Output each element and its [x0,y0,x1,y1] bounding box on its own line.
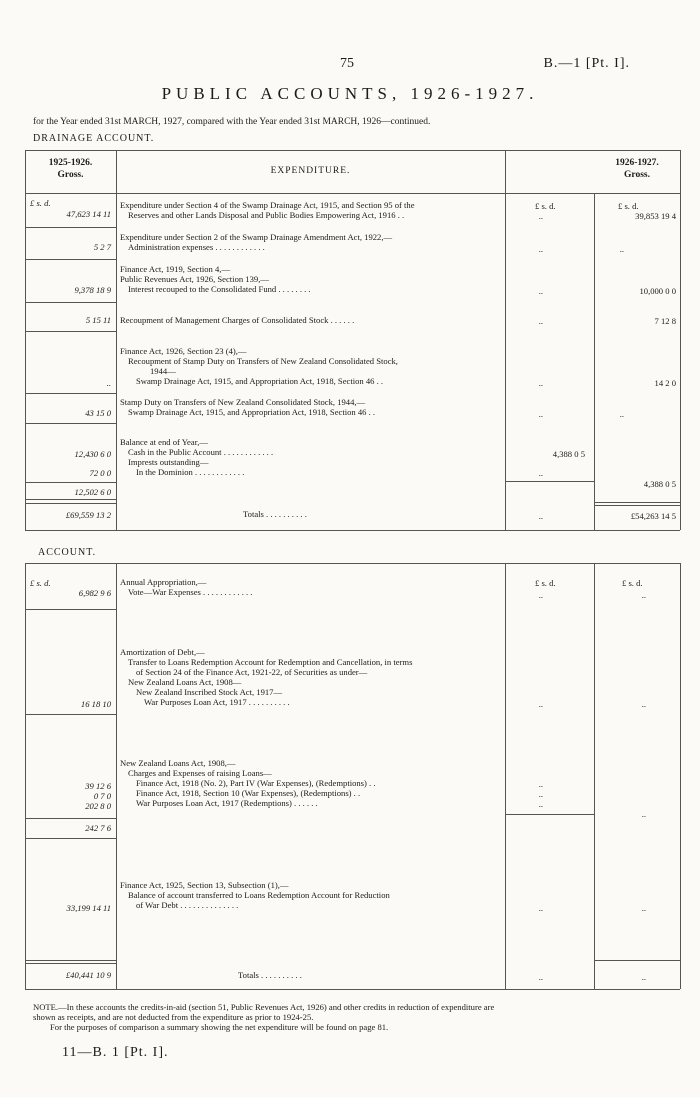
page-subtitle: for the Year ended 31st MARCH, 1927, compared with the Year ended 31st MARCH, 1926—continued. [33,117,431,127]
row-description: Interest recouped to the Consolidated Fund . . . . . . . . [128,284,311,294]
prev-amount: 72 0 0 [89,468,111,478]
row-description: Balance at end of Year,— [120,437,208,447]
row-description: Charges and Expenses of raising Loans— [128,768,272,778]
row-description: Transfer to Loans Redemption Account for Redemption and Cancellation, in terms [128,657,413,667]
row-description: New Zealand Loans Act, 1908— [128,677,242,687]
cur-amount: .. [641,590,646,600]
prev-amount: 33,199 14 11 [66,903,111,913]
mid-amount: .. [538,286,543,296]
mid-amount: .. [538,699,543,709]
row-description: In the Dominion . . . . . . . . . . . . [136,467,245,477]
row-description: Stamp Duty on Transfers of New Zealand Consolidated Stock, 1944,— [120,397,366,407]
row-description: of Section 24 of the Finance Act, 1921-22, of Securities as under— [136,667,368,677]
note-line: For the purposes of comparison a summary showing the net expenditure will be found on page 81. [50,1022,389,1032]
totals-label: Totals . . . . . . . . . . [238,970,302,980]
note-line: shown as receipts, and are not deducted from the expenditure as prior to 1924-25. [33,1012,314,1022]
prev-amount: 43 15 0 [85,408,111,418]
cur-amount: .. [641,809,646,819]
mid-amount: 4,388 0 5 [552,449,585,459]
prev-amount: 47,623 14 11 [66,209,111,219]
row-description: Imprests outstanding— [128,457,209,467]
prev-amount: 0 7 0 [93,791,111,801]
prev-amount: 5 2 7 [93,242,111,252]
row-description: Annual Appropriation,— [120,577,207,587]
totals-prev: £40,441 10 9 [65,970,111,980]
mid-amount: .. [538,789,543,799]
page-title: PUBLIC ACCOUNTS, 1926-1927. [161,84,539,103]
prev-amount: 16 18 10 [80,699,111,709]
document-reference: B.—1 [Pt. I]. [543,56,630,71]
cur-amount: .. [641,903,646,913]
row-description: Finance Act, 1926, Section 23 (4),— [120,346,247,356]
row-description: Balance of account transferred to Loans Redemption Account for Reduction [128,890,390,900]
totals-label: Totals . . . . . . . . . . [243,509,307,519]
note-line: NOTE.—In these accounts the credits-in-aid (section 51, Public Revenues Act, 1926) and other credits in reduction of expenditure are [33,1002,495,1012]
prev-amount: 5 15 11 [85,315,111,325]
column-header-1926-1927: 1926-1927. Gross. [615,158,659,180]
prev-amount: 6,982 9 6 [78,588,111,598]
row-description: 1944— [150,366,176,376]
mid-amount: .. [538,468,543,478]
mid-amount: .. [538,211,543,221]
mid-amount: .. [538,244,543,254]
row-description: Amortization of Debt,— [120,647,205,657]
mid-amount: .. [538,378,543,388]
cur-amount: .. [619,409,624,419]
prev-amount: 39 12 6 [85,781,111,791]
row-description: War Purposes Loan Act, 1917 (Redemptions) . . . . . . [136,798,318,808]
account-name-top: DRAINAGE ACCOUNT. [33,133,155,144]
mid-amount: .. [538,799,543,809]
row-description: Finance Act, 1918, Section 10 (War Expenses), (Redemptions) . . [136,788,361,798]
row-description: Finance Act, 1918 (No. 2), Part IV (War Expenses), (Redemptions) . . [136,778,376,788]
row-description: Swamp Drainage Act, 1915, and Appropriation Act, 1918, Section 46 . . [128,407,376,417]
row-description: Administration expenses . . . . . . . . . . . . [128,242,265,252]
row-description: New Zealand Loans Act, 1908,— [120,758,236,768]
row-description: Recoupment of Management Charges of Consolidated Stock . . . . . . [120,315,355,325]
cur-amount: .. [641,699,646,709]
cur-amount: 10,000 0 0 [639,286,676,296]
currency-heading-mid: £ s. d. [535,201,556,211]
prev-amount: .. [106,378,111,388]
totals-mid: .. [538,972,543,982]
column-header-expenditure: EXPENDITURE. [270,166,351,176]
row-description: Expenditure under Section 2 of the Swamp Drainage Amendment Act, 1922,— [120,232,393,242]
prev-amount-subtotal: 242 7 6 [85,823,111,833]
row-description: Reserves and other Lands Disposal and Public Bodies Empowering Act, 1916 . . [128,210,405,220]
mid-amount: .. [538,903,543,913]
row-description: of War Debt . . . . . . . . . . . . . . [136,900,239,910]
cur-amount: 4,388 0 5 [643,479,676,489]
column-header-1925-1926: 1925-1926. Gross. [48,158,93,180]
mid-amount: .. [538,779,543,789]
totals-prev: £69,559 13 2 [65,510,111,520]
row-description: New Zealand Inscribed Stock Act, 1917— [136,687,283,697]
currency-heading-mid: £ s. d. [535,578,556,588]
row-description: Finance Act, 1925, Section 13, Subsection (1),— [120,880,289,890]
mid-amount: .. [538,409,543,419]
currency-heading-prev: £ s. d. [30,578,51,588]
row-description: Public Revenues Act, 1926, Section 139,— [120,274,269,284]
row-description: Finance Act, 1919, Section 4,— [120,264,231,274]
prev-amount: 202 8 0 [85,801,111,811]
currency-heading-prev: £ s. d. [30,198,51,208]
prev-amount: 12,430 6 0 [74,449,111,459]
cur-amount: .. [619,244,624,254]
cur-amount: 39,853 19 4 [635,211,676,221]
currency-heading-cur: £ s. d. [618,201,639,211]
mid-amount: .. [538,316,543,326]
prev-amount: 9,378 18 9 [74,285,111,295]
totals-cur: .. [641,972,646,982]
row-description: Vote—War Expenses . . . . . . . . . . . . [128,587,253,597]
currency-heading-cur: £ s. d. [622,578,643,588]
row-description: War Purposes Loan Act, 1917 . . . . . . . . . . [144,697,290,707]
cur-amount: 7 12 8 [654,316,676,326]
row-description: Swamp Drainage Act, 1915, and Appropriation Act, 1918, Section 46 . . [136,376,384,386]
row-description: Recoupment of Stamp Duty on Transfers of New Zealand Consolidated Stock, [128,356,398,366]
account-name-bottom: ACCOUNT. [38,547,97,558]
mid-amount: .. [538,590,543,600]
totals-cur: £54,263 14 5 [630,511,676,521]
page-footer: 11—B. 1 [Pt. I]. [62,1045,169,1060]
page-number: 75 [340,56,354,71]
row-description: Cash in the Public Account . . . . . . . . . . . . [128,447,274,457]
row-description: Expenditure under Section 4 of the Swamp Drainage Act, 1915, and Section 95 of the [120,200,415,210]
prev-amount-subtotal: 12,502 6 0 [74,487,111,497]
totals-mid: .. [538,511,543,521]
cur-amount: 14 2 0 [654,378,676,388]
